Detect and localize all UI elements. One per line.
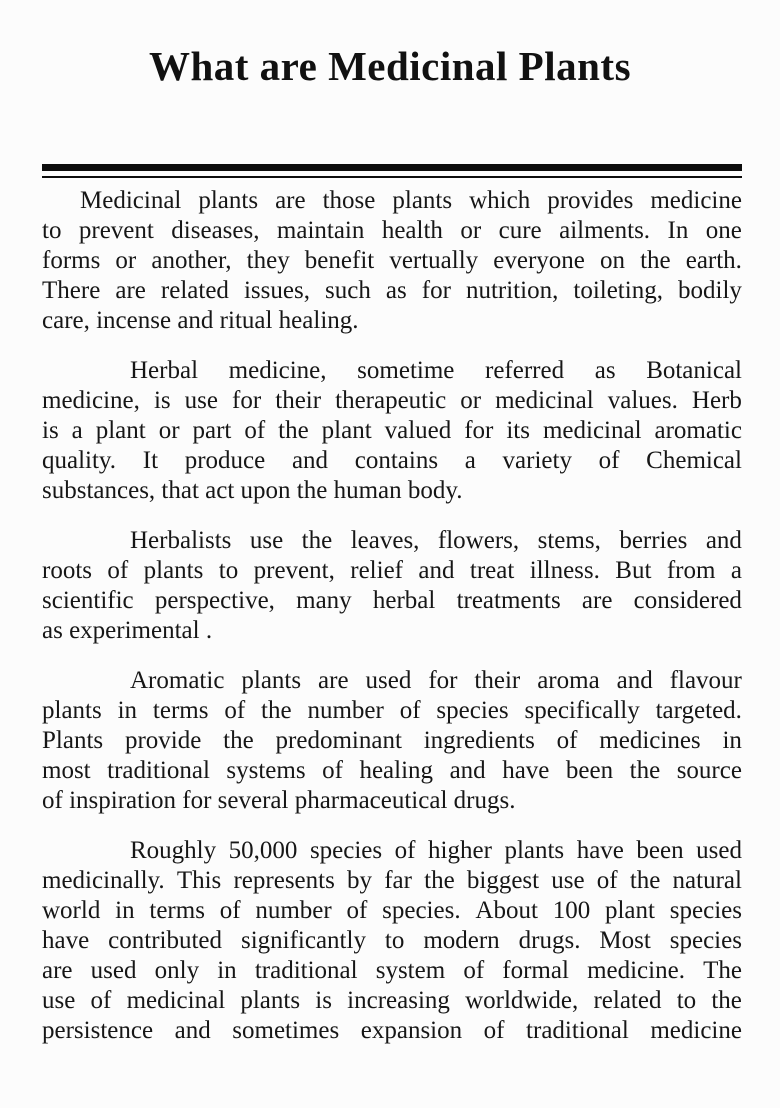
text-line: care, incense and ritual healing. <box>42 307 359 334</box>
rule-thin-line <box>42 176 742 178</box>
double-rule <box>42 164 742 178</box>
text-line: is a plant or part of the plant valued for its medicinal aromatic <box>42 417 742 444</box>
text-line: of inspiration for several pharmaceutical drugs. <box>42 787 516 814</box>
text-line: Herbalists use the leaves, flowers, stems, berries and <box>130 527 742 554</box>
text-line: Aromatic plants are used for their aroma and flavour <box>130 667 742 694</box>
text-line: roots of plants to prevent, relief and treat illness. But from a <box>42 557 742 584</box>
text-line: Medicinal plants are those plants which provides medicine <box>80 187 742 214</box>
text-line: world in terms of number of species. About 100 plant species <box>42 897 742 924</box>
text-line: medicinally. This represents by far the biggest use of the natural <box>42 867 742 894</box>
text-line: scientific perspective, many herbal treatments are considered <box>42 587 742 614</box>
text-line: There are related issues, such as for nutrition, toileting, bodily <box>42 277 742 304</box>
paragraph <box>42 526 742 646</box>
paragraph <box>42 186 742 336</box>
text-line: are used only in traditional system of formal medicine. The <box>42 957 742 984</box>
text-line: to prevent diseases, maintain health or cure ailments. In one <box>42 217 742 244</box>
text-line: most traditional systems of healing and have been the source <box>42 757 742 784</box>
text-line: plants in terms of the number of species specifically targeted. <box>42 697 742 724</box>
text-line: as experimental . <box>42 617 213 644</box>
rule-thick-line <box>42 164 742 171</box>
text-line: Roughly 50,000 species of higher plants have been used <box>130 837 742 864</box>
text-line: have contributed significantly to modern drugs. Most species <box>42 927 742 954</box>
text-line: forms or another, they benefit vertually everyone on the earth. <box>42 247 742 274</box>
paragraph <box>42 836 742 1046</box>
text-line: medicine, is use for their therapeutic or medicinal values. Herb <box>42 387 742 414</box>
text-line: persistence and sometimes expansion of traditional medicine <box>42 1017 742 1044</box>
text-line: Herbal medicine, sometime referred as Botanical <box>130 357 742 384</box>
text-line: use of medicinal plants is increasing worldwide, related to the <box>42 987 742 1014</box>
page-title: What are Medicinal Plants <box>148 43 632 89</box>
article-body <box>42 186 742 1046</box>
paragraph <box>42 666 742 816</box>
text-line: quality. It produce and contains a variety of Chemical <box>42 447 742 474</box>
paragraph <box>42 356 742 506</box>
text-line: Plants provide the predominant ingredients of medicines in <box>42 727 742 754</box>
text-line: substances, that act upon the human body. <box>42 477 463 504</box>
